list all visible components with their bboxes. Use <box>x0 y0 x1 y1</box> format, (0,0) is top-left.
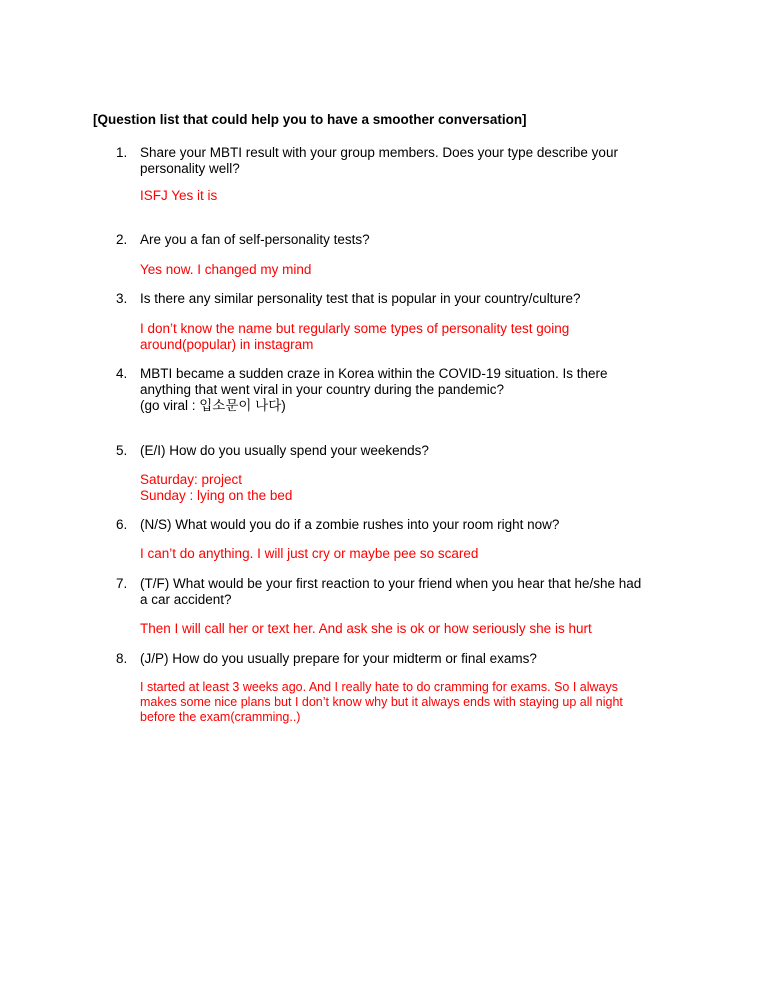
question-line: Are you a fan of self-personality tests? <box>140 232 370 247</box>
question-text <box>140 366 680 414</box>
question-number: 8. <box>116 651 128 666</box>
answer-line: Then I will call her or text her. And ask she is ok or how seriously she is hurt <box>140 621 592 636</box>
answer-text <box>140 262 700 278</box>
question-line: Share your MBTI result with your group members. Does your type describe your <box>140 145 618 160</box>
answer-text <box>140 680 700 725</box>
question-text <box>140 651 680 667</box>
question-text <box>140 232 680 248</box>
answer-line: Yes now. I changed my mind <box>140 262 312 277</box>
question-line: (J/P) How do you usually prepare for your midterm or final exams? <box>140 651 537 666</box>
answer-line: Sunday : lying on the bed <box>140 488 293 503</box>
question-number: 5. <box>116 443 128 458</box>
question-text <box>140 517 680 533</box>
question-line: (T/F) What would be your first reaction to your friend when you hear that he/she had <box>140 576 642 591</box>
answer-text <box>140 321 700 353</box>
question-number: 7. <box>116 576 128 591</box>
question-number: 3. <box>116 291 128 306</box>
answer-text <box>140 546 700 562</box>
question-text <box>140 443 680 459</box>
question-line: Is there any similar personality test that is popular in your country/culture? <box>140 291 581 306</box>
answer-line: Saturday: project <box>140 472 243 487</box>
question-number: 2. <box>116 232 128 247</box>
answer-text <box>140 188 700 204</box>
question-line: (go viral : 입소문이 나다) <box>140 398 286 413</box>
answer-line: I can’t do anything. I will just cry or maybe pee so scared <box>140 546 479 561</box>
page-heading: [Question list that could help you to have a smoother conversation] <box>93 112 527 127</box>
answer-line: ISFJ Yes it is <box>140 188 218 203</box>
answer-line: before the exam(cramming..) <box>140 710 301 724</box>
question-number: 6. <box>116 517 128 532</box>
question-line: personality well? <box>140 161 240 176</box>
question-number: 4. <box>116 366 128 381</box>
question-text <box>140 576 680 608</box>
question-text <box>140 291 680 307</box>
question-line: a car accident? <box>140 592 232 607</box>
question-line: (E/I) How do you usually spend your weekends? <box>140 443 429 458</box>
answer-line: makes some nice plans but I don’t know why but it always ends with staying up all night <box>140 695 623 709</box>
question-number: 1. <box>116 145 128 160</box>
question-text <box>140 145 680 177</box>
answer-text <box>140 621 700 637</box>
question-line: MBTI became a sudden craze in Korea within the COVID-19 situation. Is there <box>140 366 608 381</box>
question-line: (N/S) What would you do if a zombie rushes into your room right now? <box>140 517 560 532</box>
answer-line: around(popular) in instagram <box>140 337 314 352</box>
answer-line: I don’t know the name but regularly some types of personality test going <box>140 321 570 336</box>
answer-text <box>140 472 700 504</box>
answer-line: I started at least 3 weeks ago. And I really hate to do cramming for exams. So I always <box>140 680 619 694</box>
question-line: anything that went viral in your country during the pandemic? <box>140 382 504 397</box>
